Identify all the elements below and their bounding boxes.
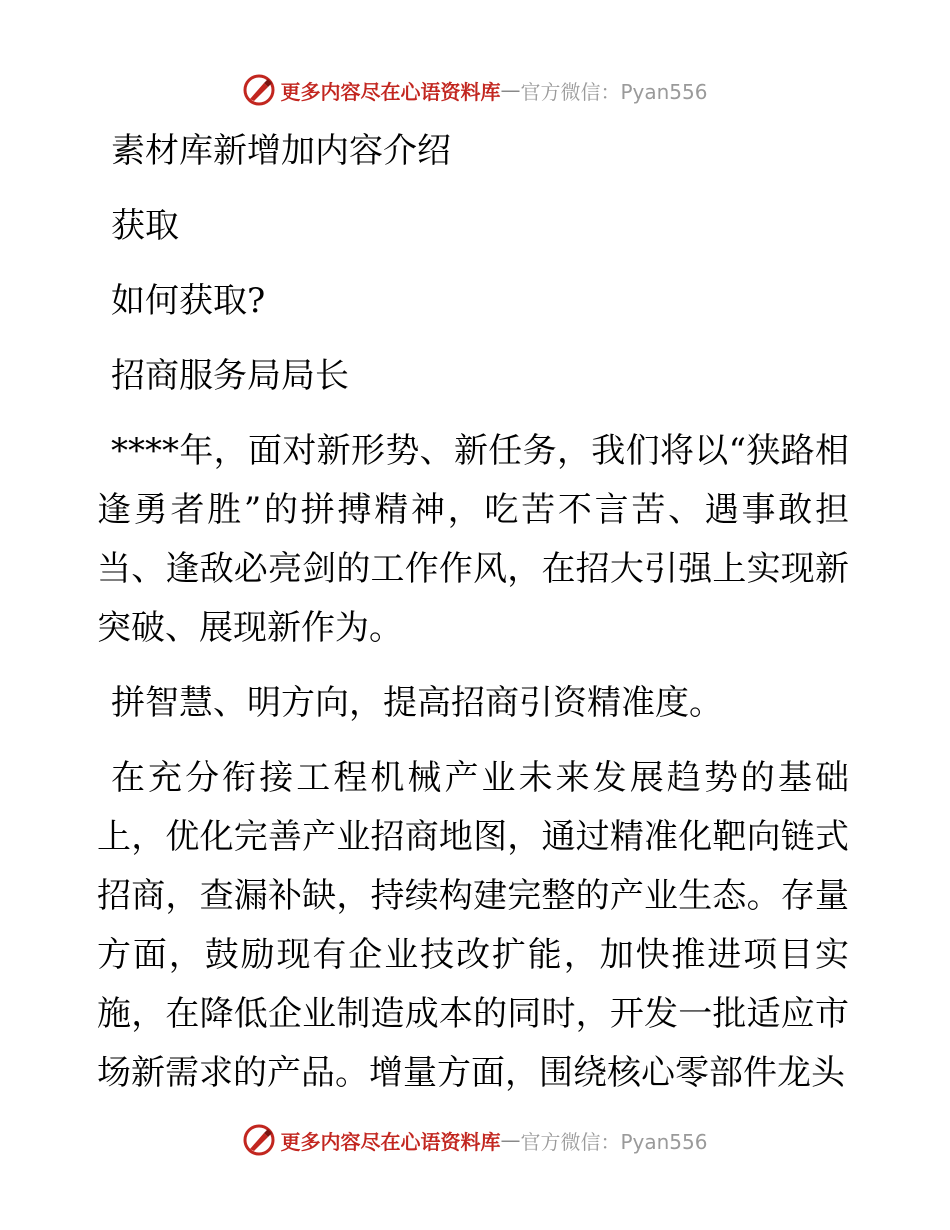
doc-paragraph-2: 拼智慧、明方向，提高招商引资精准度。 bbox=[111, 683, 723, 723]
footer-banner bbox=[0, 1120, 950, 1160]
header-banner bbox=[0, 70, 950, 110]
pen-logo-icon bbox=[242, 1123, 276, 1157]
doc-paragraph-1-text: ****年，面对新形势、新任务，我们将以“狭路相逢勇者胜”的拼搏精神，吃苦不言苦、遇事敢担当、逢敌必亮剑的工作作风，在招大引强上实现新突破、展现新作为。 bbox=[97, 431, 849, 648]
doc-paragraph-3 bbox=[97, 749, 849, 1103]
doc-title: 素材库新增加内容介绍 bbox=[111, 131, 451, 171]
header-banner-dash: — bbox=[500, 78, 521, 102]
header-banner-main: 更多内容尽在心语资料库 bbox=[280, 79, 501, 104]
doc-paragraph-1 bbox=[97, 422, 849, 658]
doc-author: 招商服务局局长 bbox=[111, 356, 349, 396]
pen-logo-icon bbox=[242, 73, 276, 107]
footer-banner-dash: — bbox=[500, 1128, 521, 1152]
document-body bbox=[97, 122, 849, 1119]
header-banner-sub: 官方微信：Pyan556 bbox=[520, 79, 708, 104]
footer-banner-sub: 官方微信：Pyan556 bbox=[520, 1129, 708, 1154]
doc-paragraph-3-text: 在充分衔接工程机械产业未来发展趋势的基础上，优化完善产业招商地图，通过精准化靶向链式招商，查漏补缺，持续构建完整的产业生态。存量方面，鼓励现有企业技改扩能，加快推进项目实施，在降低企业制造成本的同时，开发一批适应市场新需求的产品。增量方面，围绕核心零部件龙头 bbox=[97, 758, 849, 1093]
doc-heading-how: 如何获取? bbox=[111, 281, 266, 321]
doc-heading-obtain: 获取 bbox=[111, 206, 179, 246]
footer-banner-main: 更多内容尽在心语资料库 bbox=[280, 1129, 501, 1154]
